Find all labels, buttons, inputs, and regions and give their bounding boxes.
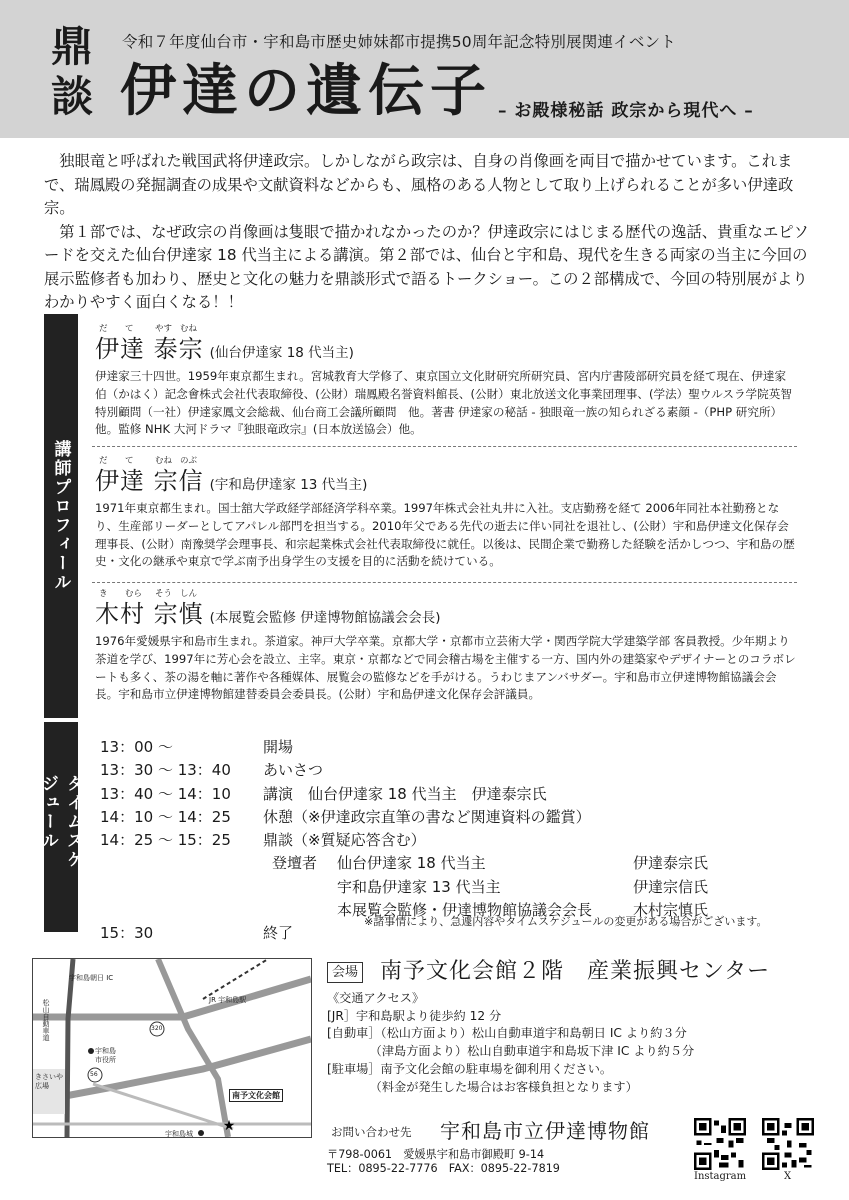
panel-label: 登壇者 <box>272 854 318 873</box>
x-qr-code[interactable] <box>762 1118 814 1170</box>
lecturer-3-bio: 1976年愛媛県宇和島市生まれ。茶道家。神戸大学卒業。京都大学・京都市立芸術大学・関西学院大学建築学部 客員教授。少年期より茶道を学び、1997年に芳心会を設立、主宰。東京・京都などで同会稽古場を主催する一方、国内外の建築家やデザイナーとのコラボレートも多く、茶の湯を軸に著作や各種媒体、展覧会の監修などを手がける。うわじまアンバサダー。宇和島市立伊達博物館協議会会長。宇和島市立伊達博物館建替委員会委員長。(公財）宇和島伊達文化保存会評議員。 <box>95 634 796 702</box>
schedule-row <box>100 736 800 759</box>
lecturer-1-name: 伊達 泰宗 <box>95 335 204 363</box>
venue-label: 会場 <box>327 962 363 983</box>
instagram-qr-code[interactable] <box>694 1118 746 1170</box>
map-label-route: 56 <box>90 1071 98 1078</box>
schedule-row <box>100 806 800 829</box>
schedule-desc: 終了 <box>263 924 294 943</box>
ruby: だ <box>99 456 108 466</box>
teidan-char-2: 談 <box>50 72 93 121</box>
profile-tab-label: 講師プロフィール <box>50 440 71 592</box>
schedule-note: ※諸事情により、急遽内容やタイムスケジュールの変更がある場合がございます。 <box>364 915 768 928</box>
map-expressway <box>67 959 73 1137</box>
access-row: （津島方面より）松山自動車道宇和島坂下津 IC より約５分 <box>327 1044 695 1059</box>
panel-role: 仙台伊達家 18 代当主 <box>337 854 486 873</box>
ruby: むら <box>125 589 143 599</box>
contact-label: お問い合わせ先 <box>331 1125 412 1139</box>
map-label-venue: 南予文化会館 <box>229 1089 283 1102</box>
venue-name: 南予文化会館２階 産業振興センター <box>380 959 771 984</box>
ruby: だ <box>99 324 108 334</box>
schedule-desc: あいさつ <box>263 761 324 780</box>
access-row: （料金が発生した場合はお客様負担となります） <box>327 1079 638 1094</box>
map-label-expressway: 松山自動車道 <box>42 999 50 1041</box>
teidan-char-1: 鼎 <box>50 22 93 71</box>
schedule-row <box>100 783 800 806</box>
venue-star-icon: ★ <box>222 1118 236 1134</box>
access-row: [JR］宇和島駅より徒歩約 12 分 <box>327 1008 502 1023</box>
access-title: 《交通アクセス》 <box>327 991 425 1005</box>
header-band <box>0 0 849 138</box>
lecturer-1-ruby <box>95 322 797 334</box>
schedule-desc: 鼎談（※質疑応答含む） <box>263 831 426 850</box>
map-road <box>93 1084 233 1129</box>
schedule-tab <box>38 722 83 932</box>
lecturer-2 <box>95 454 797 571</box>
access-row: [自動車］（松山方面より）松山自動車道宇和島朝日 IC より約３分 <box>327 1026 687 1041</box>
map-label-kisaiya: きさいや 広場 <box>35 1073 63 1090</box>
page-title: 伊達の遺伝子 <box>120 58 492 124</box>
ruby: き <box>99 589 108 599</box>
panel-name: 木村宗慎氏 <box>633 901 709 920</box>
panel-row <box>100 852 800 875</box>
ruby: むね <box>155 456 173 466</box>
ruby: やす <box>155 324 173 334</box>
schedule-time: 15：30 <box>100 924 154 943</box>
panel-role: 本展覧会監修・伊達博物館協議会会長 <box>337 901 593 920</box>
schedule-tab-label: タイムスケジュール <box>38 774 83 870</box>
schedule-desc: 開場 <box>263 738 294 756</box>
tel-line: TEL：0895-22-7776 FAX：0895-22-7819 <box>327 1162 560 1175</box>
lecturer-1-bio: 伊達家三十四世。1959年東京都生まれ。宮城教育大学修了、東京国立文化財研究所研究員、宮内庁書陵部研究員を経て現在、伊達家伯（かはく）記念會株式会社代表取締役、(公財）瑞鳳殿名誉資料館長、(公財）東北放送文化事業団理事、(学法）聖ウルスラ学院英智特別顧問（一社）伊達家鳳文会総裁、仙台商工会議所顧問 他。著書 伊達家の秘話 - 独眼竜一族の知られざる素顔 -（PHP 研究所）他。監修 NHK 大河ドラマ『独眼竜政宗』(日本放送協会）他。 <box>95 369 792 437</box>
access-row: [駐車場］南予文化会館の駐車場を御利用ください。 <box>327 1061 613 1076</box>
panel-name: 伊達泰宗氏 <box>633 854 709 873</box>
profile-tab <box>44 314 78 718</box>
lecturer-3-name: 木村 宗慎 <box>95 600 204 628</box>
panel-name: 伊達宗信氏 <box>633 877 709 896</box>
lecturer-2-ruby <box>95 454 797 466</box>
schedule-time: 13：40 〜 14：10 <box>100 784 231 803</box>
map-label-station: JR 宇和島駅 <box>209 996 247 1004</box>
lecturer-2-bio: 1971年東京都生まれ。国士舘大学政経学部経済学科卒業。1997年株式会社丸井に入社。支店勤務を経て 2006年同社本社勤務となり、生産部リーダーとしてアパレル部門を担当する。2010年父である先代の逝去に伴い同社を退社し、(公財）宇和島伊達文化保存会理事長、(公財）南豫奨学会理事長、和宗起業株式会社代表取締役に就任。以後は、民間企業で勤務した経験を活かしつつ、宇和島の歴史・文化の継承や東京で学ぶ南予出身学生の支援を目的に活動を続けている。 <box>95 501 795 569</box>
schedule-desc: 休憩（※伊達政宗直筆の書など関連資料の鑑賞） <box>263 807 591 826</box>
ruby: て <box>125 324 134 334</box>
lecturer-2-role: (宇和島伊達家 13 代当主) <box>209 477 368 493</box>
divider <box>92 446 797 447</box>
schedule-time: 14：25 〜 15：25 <box>100 831 231 850</box>
instagram-label: Instagram <box>694 1171 747 1182</box>
address-line: 〒798-0061 愛媛県宇和島市御殿町 9-14 <box>327 1148 545 1161</box>
map-label-ic: 宇和島朝日 IC <box>69 974 114 982</box>
intro-paragraph-1: 独眼竜と呼ばれた戦国武将伊達政宗。しかしながら政宗は、自身の肖像画を両目で描かせています。これまで、瑞鳳殿の発掘調査の成果や文献資料などからも、風格のある人物として取り上げられることが多い伊達政宗。 <box>44 152 794 217</box>
schedule-time: 14：10 〜 14：25 <box>100 807 231 826</box>
schedule-desc: 講演 仙台伊達家 18 代当主 伊達泰宗氏 <box>263 784 547 803</box>
schedule-row <box>100 829 800 852</box>
divider <box>92 582 797 583</box>
map-drawing <box>33 959 311 1137</box>
venue-map <box>32 958 312 1138</box>
lecturer-1-role: (仙台伊達家 18 代当主) <box>209 345 354 361</box>
map-road <box>158 959 228 1137</box>
page-subtitle: – お殿様秘話 政宗から現代へ – <box>498 101 754 121</box>
event-line: 令和７年度仙台市・宇和島市歴史姉妹都市提携50周年記念特別展関連イベント <box>122 33 676 51</box>
schedule-time: 13：00 〜 <box>100 738 173 756</box>
access-info <box>327 990 694 1096</box>
lecturer-3 <box>95 587 797 704</box>
lecturer-3-ruby <box>95 587 797 599</box>
lecturer-1 <box>95 322 797 439</box>
schedule-time: 13：30 〜 13：40 <box>100 761 231 780</box>
contact-address <box>327 1148 560 1176</box>
intro-paragraph-2: 第１部では、なぜ政宗の肖像画は隻眼で描かれなかったのか？伊達政宗にはじまる歴代の逸話、貴重なエピソードを交えた仙台伊達家 18 代当主による講演。第２部では、仙台と宇和島、現代を生きる両家の当主に今回の展示監修者も加わり、歴史と文化の魅力を鼎談形式で語るトークショー。この２部構成で、今回の特別展がよりわかりやすく面白くなる！！ <box>44 222 809 311</box>
map-marker <box>198 1130 204 1136</box>
map-marker <box>88 1048 94 1054</box>
ruby: て <box>125 456 134 466</box>
lecturer-3-role: (本展覧会監修 伊達博物館協議会会長) <box>209 610 441 626</box>
lecturer-2-name: 伊達 宗信 <box>95 467 204 495</box>
teidan-heading <box>44 22 100 122</box>
intro-text <box>44 150 810 315</box>
ruby: むね <box>180 324 198 334</box>
map-label-city-hall: 宇和島 市役所 <box>95 1047 116 1064</box>
panel-row <box>100 876 800 899</box>
map-label-castle: 宇和島城 <box>165 1130 193 1138</box>
x-label: X <box>784 1171 792 1182</box>
ruby: しん <box>180 589 198 599</box>
ruby: そう <box>155 589 173 599</box>
schedule-row <box>100 759 800 782</box>
ruby: のぶ <box>180 456 198 466</box>
map-label-route: 320 <box>151 1025 163 1032</box>
panel-role: 宇和島伊達家 13 代当主 <box>337 877 501 896</box>
contact-name: 宇和島市立伊達博物館 <box>440 1119 650 1143</box>
